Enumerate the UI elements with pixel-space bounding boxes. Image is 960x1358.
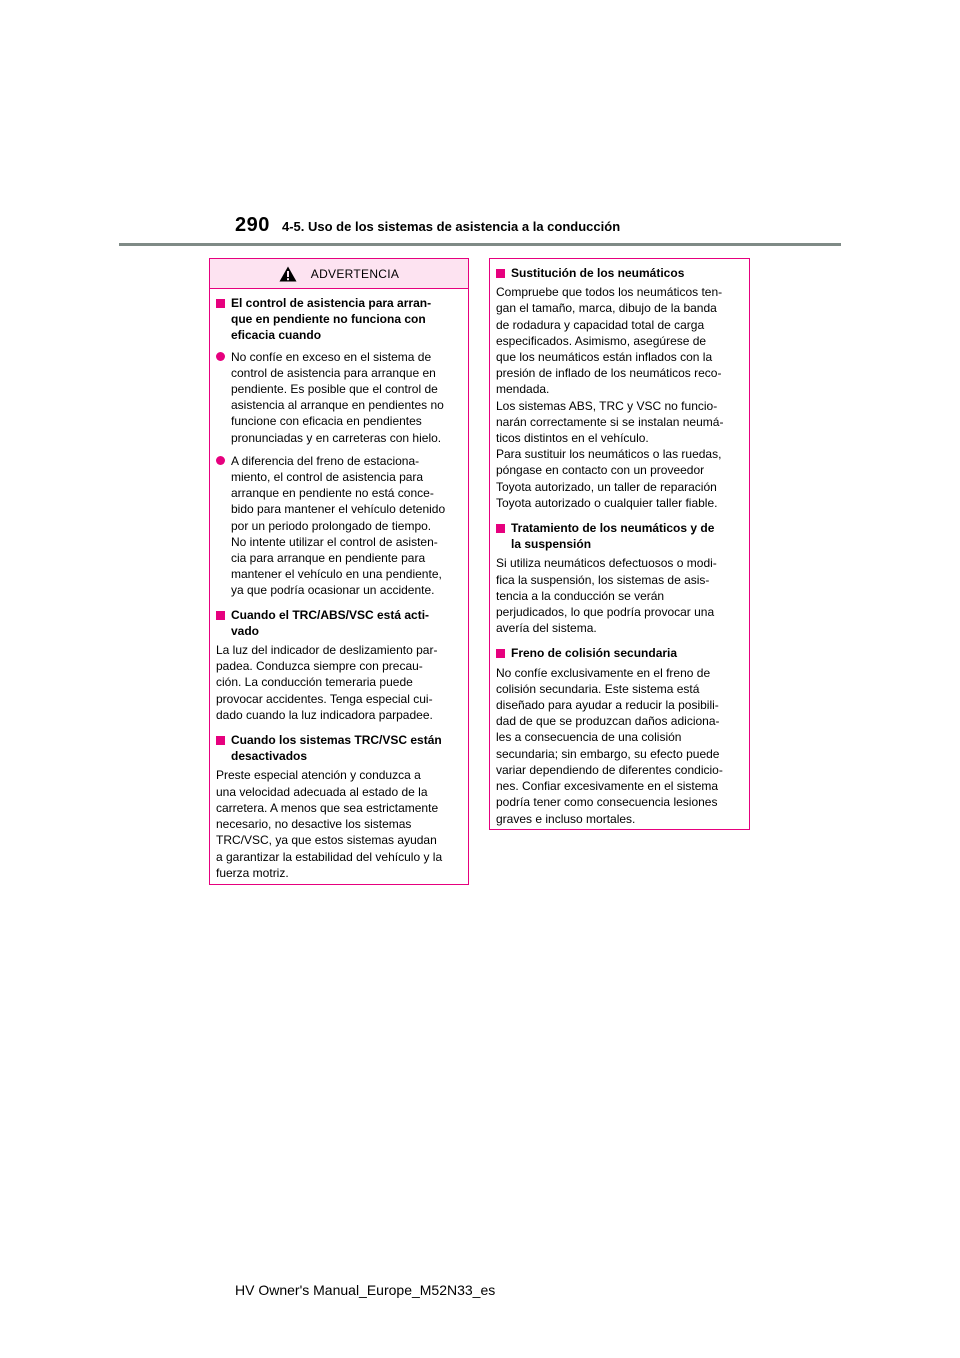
warning-paragraph: Preste especial atención y conduzca a una velocidad adecuada al estado de la carretera. A menos que sea estrictamente necesario, no desactive los sistemas TRC/VSC, ya que estos sistemas ayudan a garantizar la estabilidad del vehículo y la fuerza motriz.	[216, 768, 443, 880]
notice-paragraph: Si utiliza neumáticos defectuosos o modi- fica la suspensión, los sistemas de asis- tencia a la conducción se verán perjudicados, lo que podría provocar una avería del sistema.	[496, 556, 717, 636]
warning-heading-hill-assist	[216, 295, 458, 344]
heading-text: Tratamiento de los neumáticos y de la suspensión	[511, 521, 715, 552]
header-rule	[119, 243, 841, 246]
square-bullet-icon	[216, 736, 225, 745]
heading-text: Sustitución de los neumáticos	[511, 266, 685, 280]
page-number: 290	[235, 214, 270, 236]
warning-box	[209, 258, 469, 885]
square-bullet-icon	[496, 269, 505, 278]
warning-bullet-item	[216, 349, 458, 446]
warning-header	[210, 259, 468, 289]
square-bullet-icon	[216, 299, 225, 308]
bullet-text: No confíe en exceso en el sistema de control de asistencia para arranque en pendiente. Es posible que el control de asistencia al arranque en pendientes no funcione con eficacia en pendientes pronunciadas y en carreteras con hielo.	[231, 349, 444, 445]
bullet-text: A diferencia del freno de estaciona- miento, el control de asistencia para arranque en pendiente no está conce- bido para mantener el vehículo detenido por un periodo prolongado de tiempo. No intente utilizar el control de asisten- cia para arranque en pendiente para mantener el vehículo en una pendiente, ya que podría ocasionar un accidente.	[231, 453, 446, 598]
warning-heading-trc-active	[216, 607, 458, 639]
notice-paragraph: Compruebe que todos los neumáticos ten- gan el tamaño, marca, dibujo de la banda de rodadura y capacidad total de carga especificados. Asimismo, asegúrese de que los neumáticos están inflados con la presión de inflado de los neumáticos reco- mendada. Los sistemas ABS, TRC y VSC no funcio- narán correctamente si se instalan neumá- ticos distintos en el vehículo. Para sustituir los neumáticos o las ruedas, póngase en contacto con un proveedor Toyota autorizado, un taller de reparación Toyota autorizado o cualquier taller fiable.	[496, 285, 724, 510]
warning-bullet-item	[216, 453, 458, 599]
heading-text: Cuando el TRC/ABS/VSC está acti- vado	[231, 607, 430, 638]
warning-triangle-icon	[279, 266, 297, 282]
section-title: 4-5. Uso de los sistemas de asistencia a la conducción	[282, 219, 621, 234]
notice-box	[489, 258, 750, 830]
warning-paragraph: La luz del indicador de deslizamiento par- padea. Conduzca siempre con precau- ción. La conducción temeraria puede provocar accidentes. Tenga especial cui- dado cuando la luz indicadora parpadee.	[216, 643, 438, 722]
square-bullet-icon	[496, 649, 505, 658]
heading-text: El control de asistencia para arran- que en pendiente no funciona con eficacia cuando	[231, 296, 432, 343]
circle-bullet-icon	[216, 352, 225, 361]
circle-bullet-icon	[216, 456, 225, 465]
square-bullet-icon	[496, 524, 505, 533]
footer-text: HV Owner's Manual_Europe_M52N33_es	[235, 1282, 496, 1298]
heading-text: Freno de colisión secundaria	[511, 646, 678, 661]
warning-title: ADVERTENCIA	[310, 266, 400, 281]
warning-heading-trc-off	[216, 732, 458, 764]
notice-heading-tire-replacement	[496, 265, 739, 281]
heading-text: Cuando los sistemas TRC/VSC están desactivados	[231, 733, 442, 764]
square-bullet-icon	[216, 611, 225, 620]
notice-heading-secondary-collision-brake	[496, 645, 739, 661]
notice-heading-tire-suspension	[496, 520, 739, 552]
notice-paragraph: No confíe exclusivamente en el freno de colisión secundaria. Este sistema está diseñado para ayudar a reducir la posibili- dad de que se produzcan daños adiciona- les a consecuencia de una colisión secundaria; sin embargo, su efecto puede variar dependiendo de diferentes condicio- nes. Confiar excesivamente en el sistema podría tener como consecuencia lesiones graves e incluso mortales.	[496, 665, 723, 826]
